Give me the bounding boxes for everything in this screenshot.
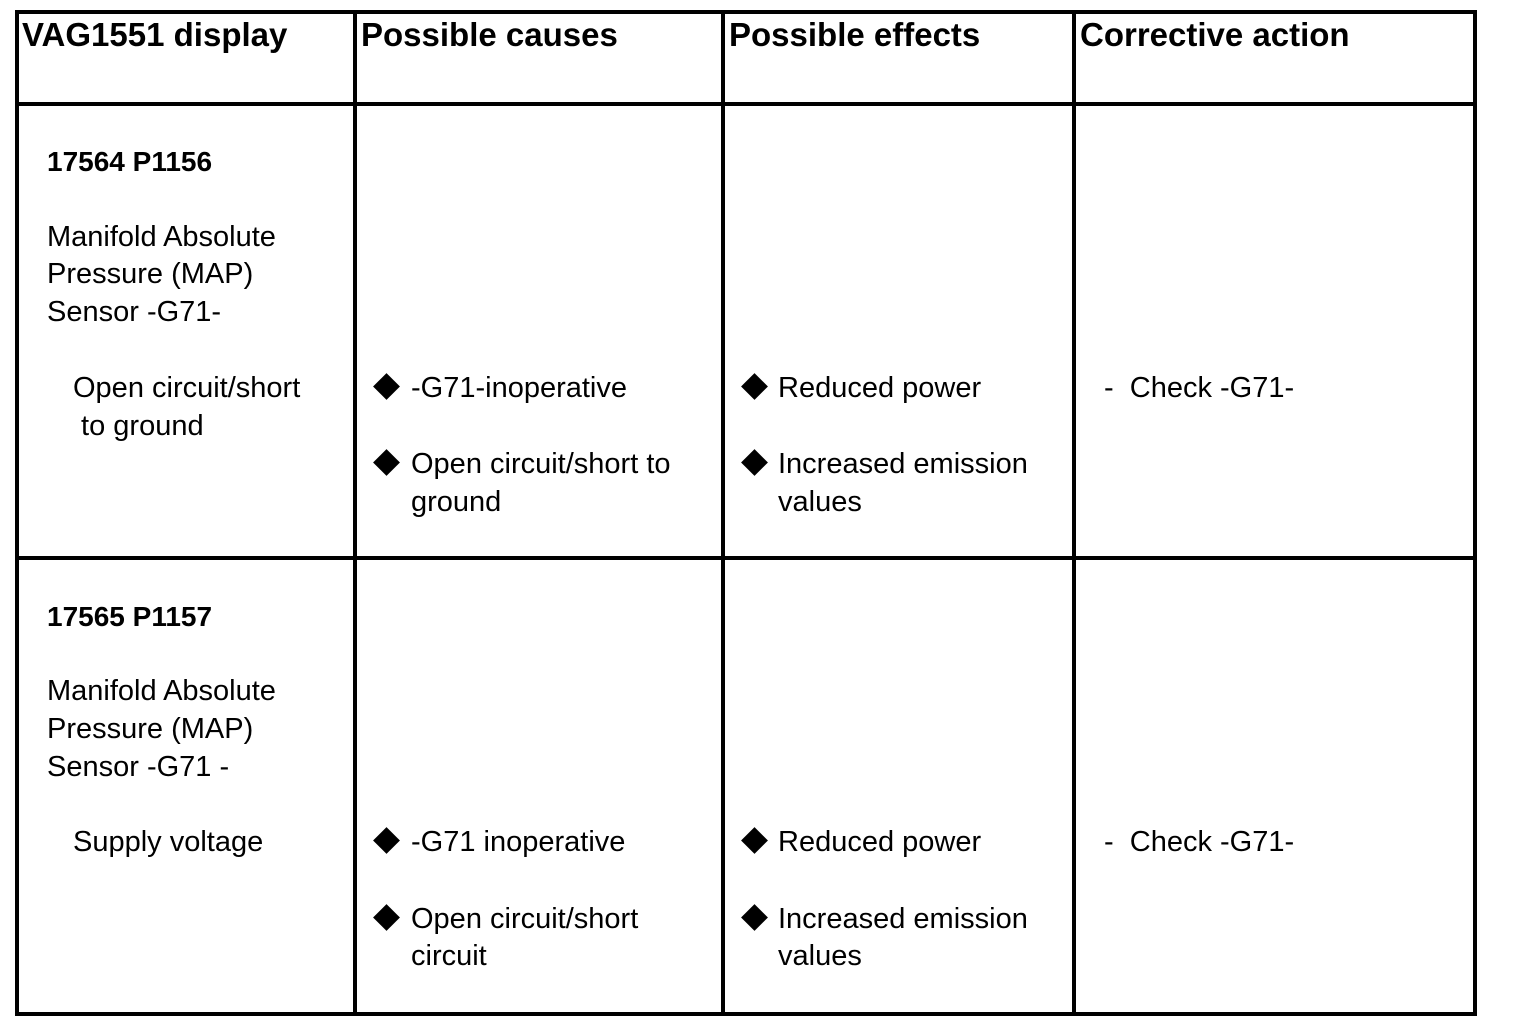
fault-table — [15, 10, 1477, 1016]
component-line: Sensor -G71 - — [47, 751, 230, 783]
cause-line: circuit — [411, 940, 487, 972]
component-line: Manifold Absolute — [47, 221, 276, 253]
header-possible-effects: Possible effects — [729, 16, 981, 53]
cause-line: ground — [411, 486, 502, 518]
component-line: Manifold Absolute — [47, 675, 276, 707]
component-line: Pressure (MAP) — [47, 713, 254, 745]
effect-line: Reduced power — [778, 372, 982, 404]
fault-code: 17565 P1157 — [47, 601, 213, 632]
fault-code: 17564 P1156 — [47, 146, 213, 177]
header-corrective-action: Corrective action — [1080, 16, 1350, 53]
effect-line: Increased emission — [778, 903, 1028, 935]
header-possible-causes: Possible causes — [361, 16, 618, 53]
corrective-action: - Check -G71- — [1104, 826, 1295, 858]
row-divider — [19, 102, 1473, 106]
component-line: Pressure (MAP) — [47, 258, 254, 290]
effect-line: values — [778, 486, 862, 518]
component-line: Sensor -G71- — [47, 296, 222, 328]
corrective-action: - Check -G71- — [1104, 372, 1295, 404]
cause-line: -G71-inoperative — [411, 372, 627, 404]
fault-type-line: Open circuit/short — [73, 372, 301, 404]
row-divider — [19, 556, 1473, 560]
effect-line: Reduced power — [778, 826, 982, 858]
column-divider — [1072, 14, 1076, 1012]
fault-type-line: Supply voltage — [73, 826, 264, 858]
cause-line: -G71 inoperative — [411, 826, 626, 858]
effect-line: Increased emission — [778, 448, 1028, 480]
cause-line: Open circuit/short to — [411, 448, 671, 480]
header-vag1551-display: VAG1551 display — [22, 16, 288, 53]
effect-line: values — [778, 940, 862, 972]
column-divider — [353, 14, 357, 1012]
column-divider — [721, 14, 725, 1012]
cause-line: Open circuit/short — [411, 903, 639, 935]
fault-type-line: to ground — [73, 410, 204, 442]
